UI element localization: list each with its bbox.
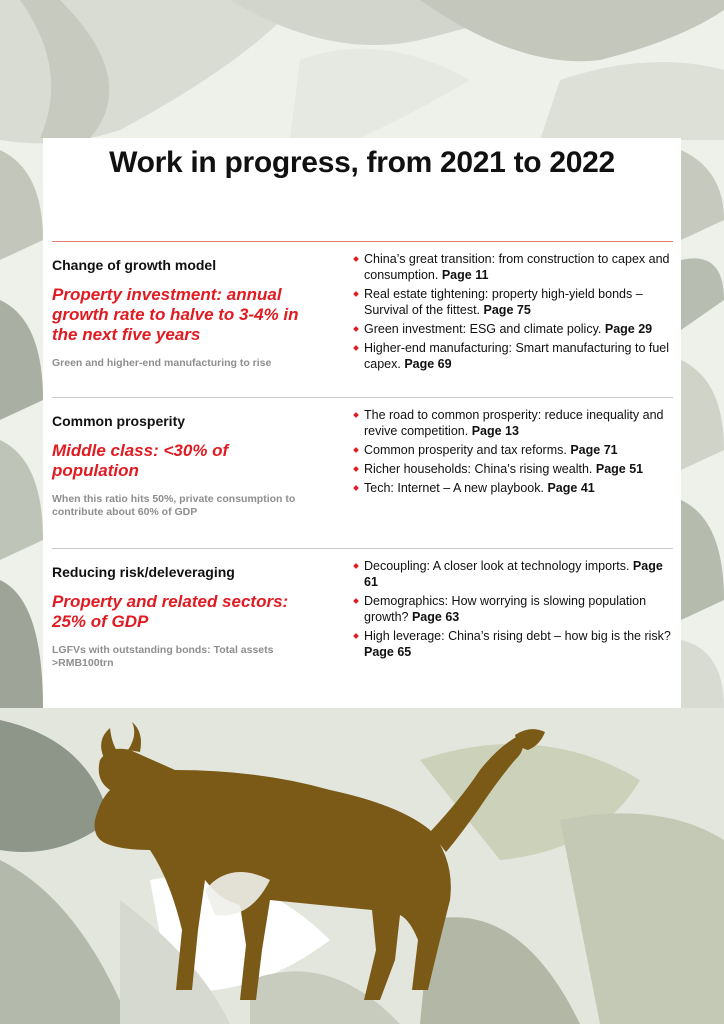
bullet-icon (353, 485, 359, 491)
list-item (353, 251, 673, 283)
list-item (353, 321, 673, 337)
list-item (353, 340, 673, 372)
bullet-icon (353, 466, 359, 472)
section-divider (52, 548, 673, 549)
section-highlight: Property and related sectors: 25% of GDP (52, 592, 289, 631)
page-link[interactable]: Page 13 (471, 424, 519, 438)
bullet-icon (353, 326, 359, 332)
section-note: When this ratio hits 50%, private consumption to contribute about 60% of GDP (52, 493, 296, 518)
page-link[interactable]: Page 11 (441, 268, 489, 282)
item-text: Real estate tightening: property high-yield bonds – Survival of the fittest. (364, 287, 643, 317)
page-reference-list (353, 407, 673, 499)
section-heading: Change of growth model (52, 257, 217, 273)
item-text: China’s great transition: from construction to capex and consumption. (364, 252, 670, 282)
page-link[interactable]: Page 71 (570, 443, 618, 457)
section-note: Green and higher-end manufacturing to rise (52, 357, 272, 369)
list-item (353, 593, 673, 625)
section-highlight: Property investment: annual growth rate to halve to 3-4% in the next five years (52, 285, 299, 344)
page-link[interactable]: Page 75 (483, 303, 531, 317)
list-item (353, 480, 673, 496)
section-divider (52, 241, 673, 242)
bullet-icon (353, 345, 359, 351)
list-item (353, 286, 673, 318)
item-text: Richer households: China’s rising wealth. (364, 462, 593, 476)
page-link[interactable]: Page 41 (547, 481, 595, 495)
list-item (353, 461, 673, 477)
list-item (353, 628, 673, 660)
page-link[interactable]: Page 65 (364, 645, 412, 659)
section-reducing-risk (52, 548, 673, 698)
section-heading: Reducing risk/deleveraging (52, 564, 235, 580)
item-text: Common prosperity and tax reforms. (364, 443, 567, 457)
list-item (353, 442, 673, 458)
page-title: Work in progress, from 2021 to 2022 (109, 146, 615, 179)
item-text: Higher-end manufacturing: Smart manufacturing to fuel capex. (364, 341, 670, 371)
bullet-icon (353, 412, 359, 418)
content-panel (43, 138, 681, 708)
bullet-icon (353, 598, 359, 604)
list-item (353, 407, 673, 439)
item-text: The road to common prosperity: reduce inequality and revive competition. (364, 408, 664, 438)
item-text: Decoupling: A closer look at technology imports. (364, 559, 630, 573)
section-summary (52, 413, 322, 519)
section-divider (52, 397, 673, 398)
section-common-prosperity (52, 397, 673, 547)
section-summary (52, 564, 322, 670)
page-link[interactable]: Page 29 (604, 322, 653, 336)
item-text: High leverage: China’s rising debt – how big is the risk? (364, 629, 671, 643)
section-note: LGFVs with outstanding bonds: Total assets >RMB100trn (52, 644, 274, 669)
section-heading: Common prosperity (52, 413, 186, 429)
page-link[interactable]: Page 51 (595, 462, 644, 476)
section-growth-model (52, 241, 673, 396)
bullet-icon (353, 633, 359, 639)
page-link[interactable]: Page 69 (404, 357, 452, 371)
page-reference-list (353, 251, 673, 375)
page-link[interactable]: Page 63 (411, 610, 460, 624)
section-summary (52, 257, 322, 370)
bullet-icon (353, 256, 359, 262)
list-item (353, 558, 673, 590)
bullet-icon (353, 447, 359, 453)
page-link[interactable]: Page 61 (364, 559, 663, 589)
item-text: Demographics: How worrying is slowing population growth? (364, 594, 647, 624)
page-reference-list (353, 558, 673, 663)
item-text: Green investment: ESG and climate policy. (364, 322, 602, 336)
section-highlight: Middle class: <30% of population (52, 441, 229, 480)
bullet-icon (353, 291, 359, 297)
bullet-icon (353, 563, 359, 569)
item-text: Tech: Internet – A new playbook. (364, 481, 544, 495)
